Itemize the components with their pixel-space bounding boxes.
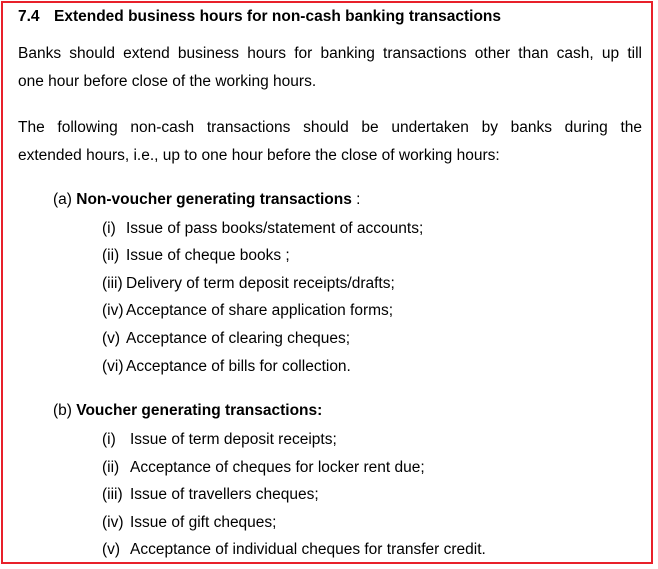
list-item-number: (i) bbox=[102, 220, 116, 237]
list-item-text: Acceptance of bills for collection. bbox=[126, 358, 351, 375]
paragraph-line: Banks should extend business hours for banking transactions other than cash, up till bbox=[18, 45, 642, 62]
list-item-text: Issue of gift cheques; bbox=[130, 514, 277, 531]
list-item-text: Issue of cheque books ; bbox=[126, 247, 290, 264]
list-item bbox=[102, 358, 351, 376]
list-a-title: Non-voucher generating transactions bbox=[76, 191, 352, 208]
section-number: 7.4 bbox=[18, 8, 40, 25]
list-item bbox=[102, 459, 425, 477]
list-item bbox=[102, 330, 350, 348]
list-b-title: Voucher generating transactions: bbox=[76, 402, 323, 419]
list-a-heading bbox=[53, 191, 361, 209]
list-item-text: Acceptance of cheques for locker rent due; bbox=[130, 459, 425, 476]
list-item bbox=[102, 486, 319, 504]
list-item bbox=[102, 220, 423, 238]
list-b-label: (b) bbox=[53, 402, 72, 419]
list-b-heading bbox=[53, 402, 322, 420]
list-item bbox=[102, 431, 337, 449]
list-item-number: (ii) bbox=[102, 459, 120, 476]
list-item-number: (iv) bbox=[102, 514, 124, 531]
paragraph-line: The following non-cash transactions should be undertaken by banks during the bbox=[18, 119, 642, 136]
list-item bbox=[102, 247, 290, 265]
paragraph-2 bbox=[18, 114, 642, 169]
list-item-number: (ii) bbox=[102, 247, 120, 264]
list-item-number: (v) bbox=[102, 330, 121, 347]
section-heading bbox=[18, 8, 501, 26]
list-item-number: (v) bbox=[102, 541, 121, 558]
list-item-text: Acceptance of individual cheques for transfer credit. bbox=[130, 541, 486, 558]
list-item bbox=[102, 302, 393, 320]
list-item-text: Issue of pass books/statement of accounts; bbox=[126, 220, 424, 237]
list-item-number: (iii) bbox=[102, 275, 123, 292]
section-title: Extended business hours for non-cash banking transactions bbox=[54, 8, 501, 25]
list-item bbox=[102, 541, 486, 559]
list-item-text: Issue of term deposit receipts; bbox=[130, 431, 337, 448]
list-item-number: (iii) bbox=[102, 486, 123, 503]
list-item-number: (vi) bbox=[102, 358, 124, 375]
list-item-text: Acceptance of share application forms; bbox=[126, 302, 394, 319]
list-a-label: (a) bbox=[53, 191, 72, 208]
list-item-text: Delivery of term deposit receipts/drafts; bbox=[126, 275, 395, 292]
list-item-text: Acceptance of clearing cheques; bbox=[126, 330, 351, 347]
paragraph-1 bbox=[18, 40, 642, 95]
paragraph-line: extended hours, i.e., up to one hour before the close of working hours: bbox=[18, 146, 500, 164]
list-item bbox=[102, 275, 395, 293]
list-item-text: Issue of travellers cheques; bbox=[130, 486, 319, 503]
list-item-number: (i) bbox=[102, 431, 116, 448]
list-a-suffix: : bbox=[351, 191, 361, 208]
paragraph-line: one hour before close of the working hours. bbox=[18, 72, 317, 90]
list-item-number: (iv) bbox=[102, 302, 124, 319]
list-item bbox=[102, 514, 276, 532]
